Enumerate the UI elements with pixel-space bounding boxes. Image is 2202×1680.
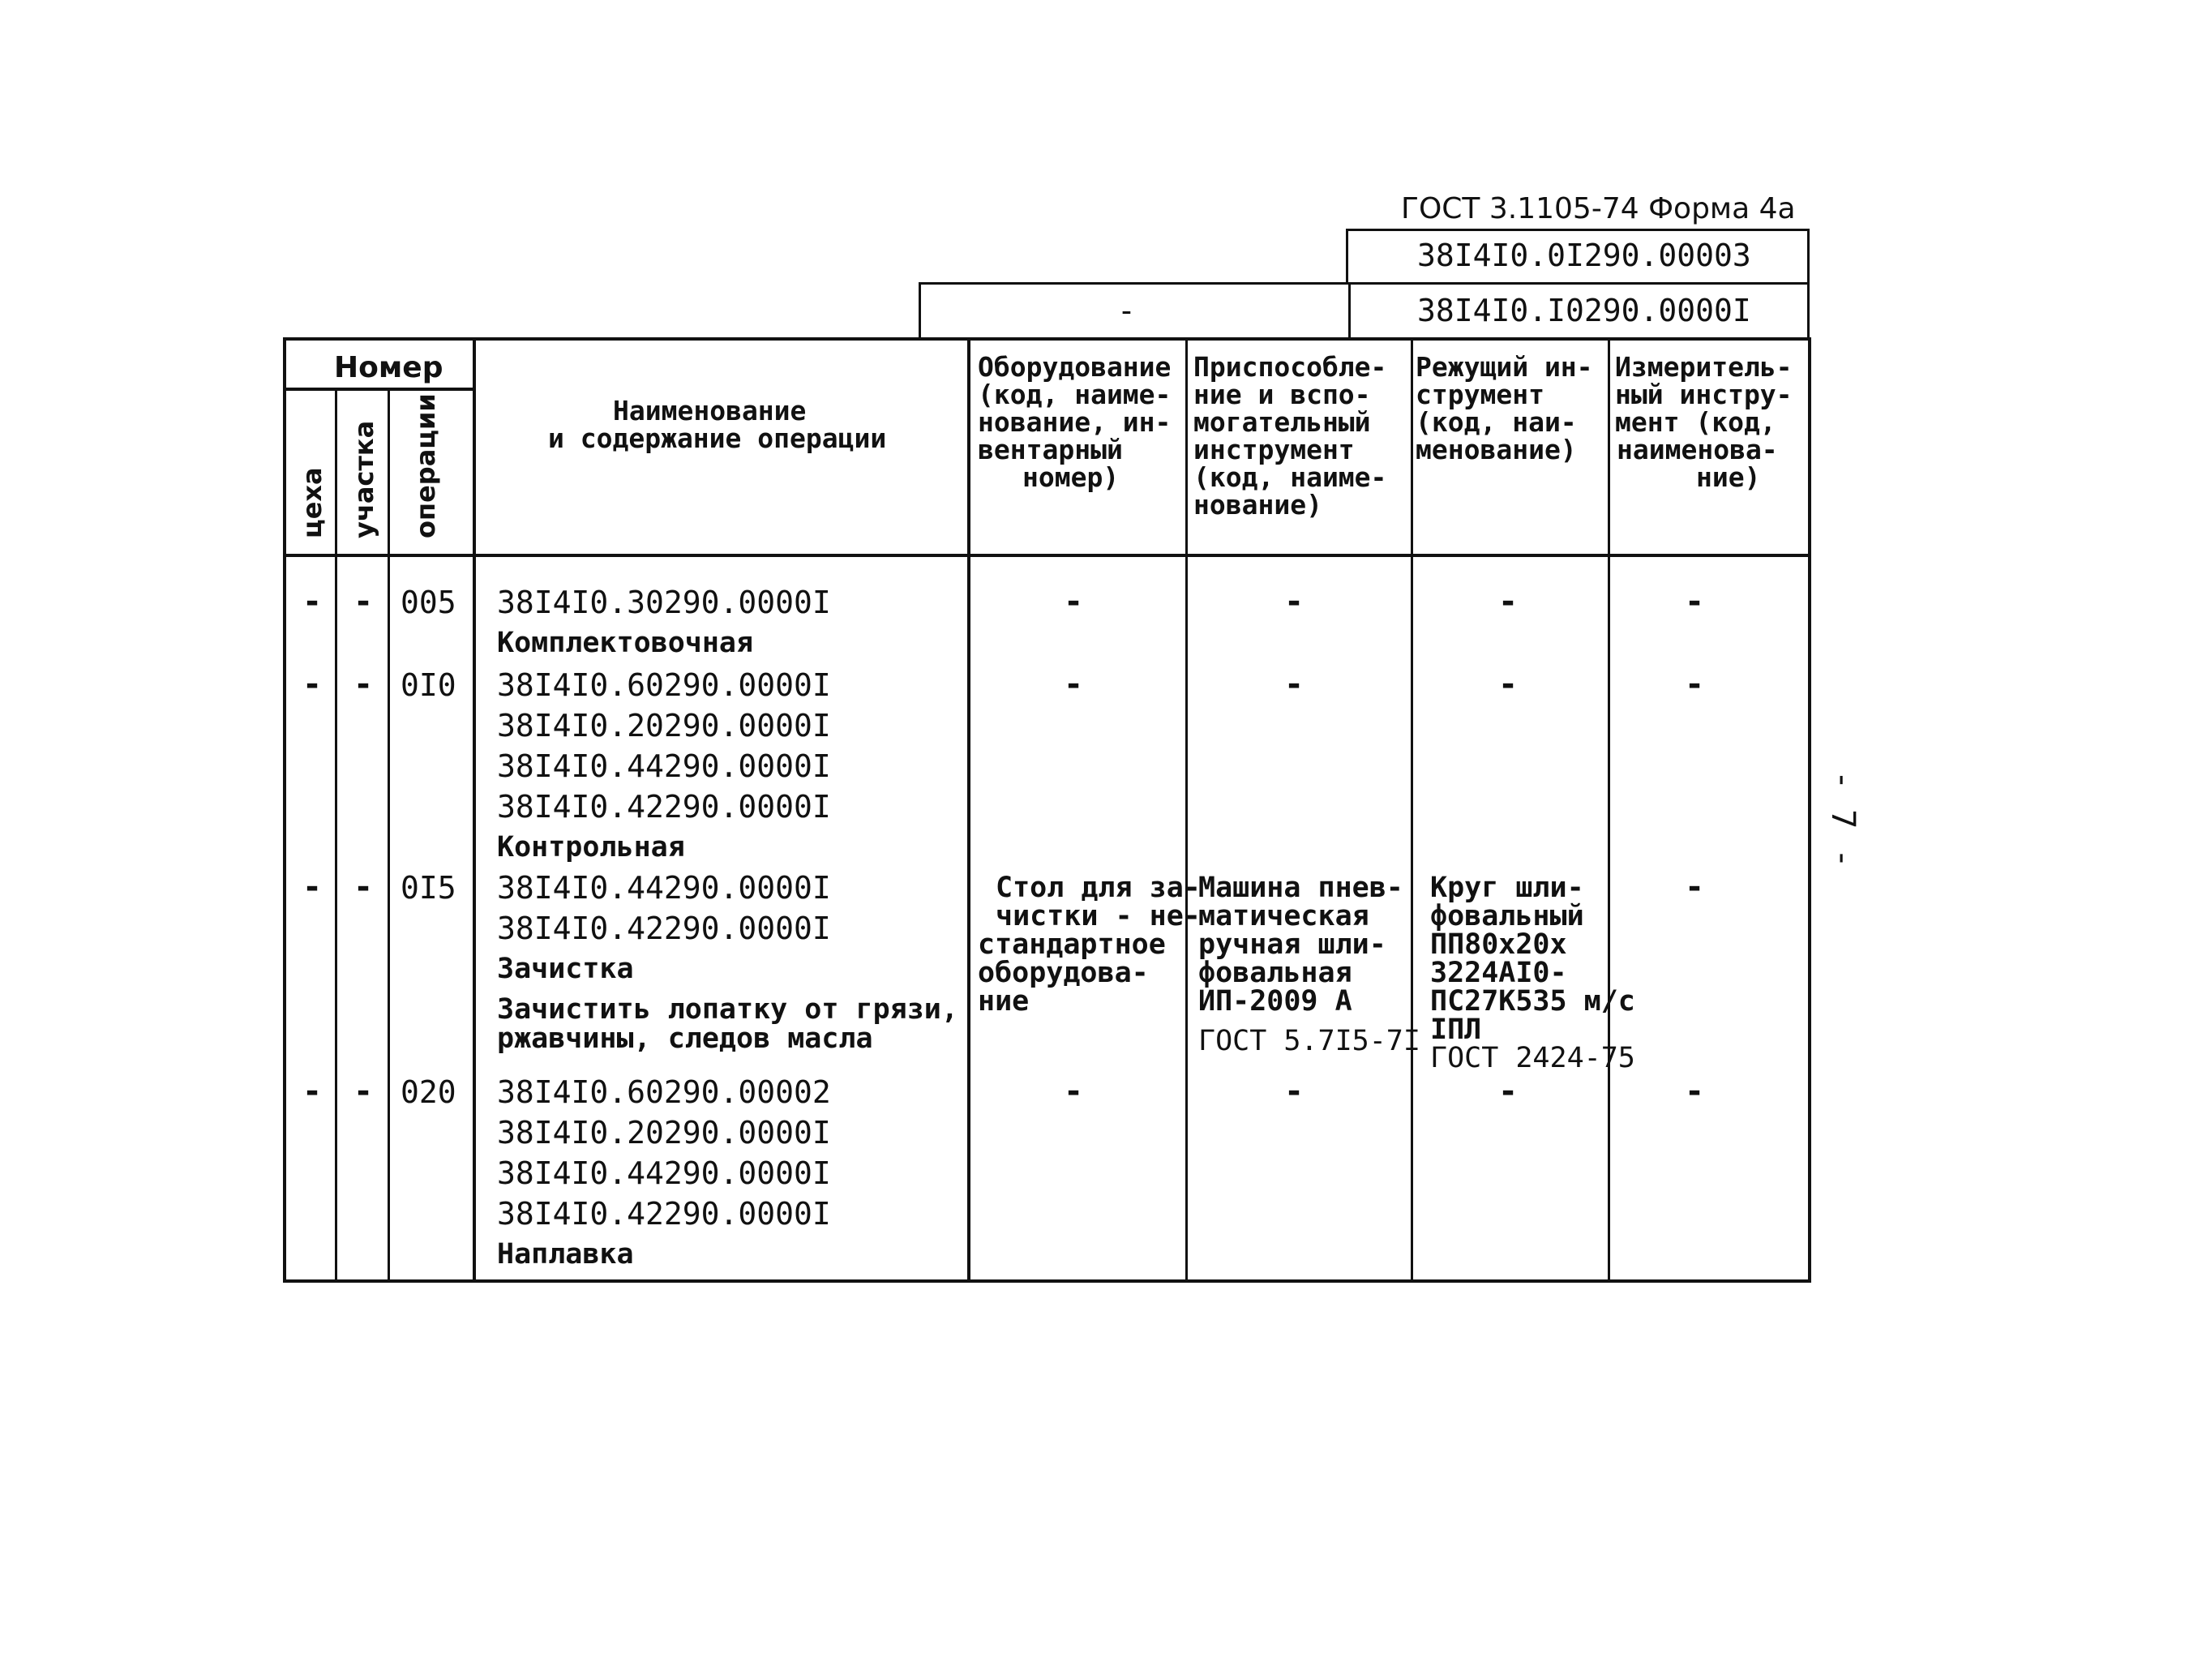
form-label: ГОСТ 3.1105-74 Форма 4а [1401,192,1796,225]
row-010-line: 38I4I0.60290.0000I [497,667,831,703]
header-measuring-line: мент (код, [1615,406,1776,438]
row-020-tsekh: - [302,1073,323,1110]
header-cutting [1416,351,1593,465]
row-005-op: 005 [401,585,456,620]
row-015-fixture-line: матическая [1198,900,1369,932]
row-015-cutting-line: IПЛ [1430,1014,1482,1046]
row-015-line: Зачистка [497,953,634,985]
header-measuring-line: ние) [1696,461,1761,493]
row-015-uch: - [353,868,374,906]
row-015-cutting-line: ГОСТ 2424-75 [1430,1042,1635,1074]
row-020-fixture: - [1284,1073,1304,1110]
row-010-line: 38I4I0.20290.0000I [497,708,831,744]
row-015-line: ржавчины, следов масла [497,1022,873,1055]
header-cutting-line: менование) [1416,434,1577,465]
header-equipment-line: номер) [1022,461,1120,493]
row-005-measuring: - [1685,583,1705,620]
row-015-equip-line: чистки - не- [996,900,1201,932]
row-020-op: 020 [401,1074,456,1110]
header-name-line2: и содержание операции [548,422,887,454]
header-cutting-line: Режущий ин- [1416,351,1593,383]
row-015-equip [978,872,1201,1018]
row-010-equip: - [1064,666,1084,703]
row-015-fixture-line: фовальная [1198,957,1352,989]
header-fixture-line: Приспособле- [1193,351,1387,383]
header-nomer: Номер [334,351,443,384]
doc-code-left: - [1117,293,1136,328]
row-005-fixture: - [1284,583,1304,620]
header-uchastka: участка [349,420,379,538]
row-015-equip-line: стандартное [978,928,1166,961]
row-015-cutting-line: ПП80х20х [1430,928,1567,961]
header-fixture-line: ние и вспо- [1193,379,1371,410]
row-015-cutting-line: ПС27К535 м/с [1430,985,1635,1018]
header-measuring [1615,351,1793,493]
doc-code-2: 38I4I0.I0290.0000I [1417,293,1751,328]
row-015-cutting-line: Круг шли- [1430,872,1584,904]
header-fixture-line: нование) [1193,489,1322,521]
row-015-line: 38I4I0.44290.0000I [497,870,831,906]
header-measuring-line: ный инстру- [1615,379,1793,410]
row-010-op: 0I0 [401,667,456,703]
row-015-cutting-line: фовальный [1430,900,1584,932]
header-operatsii: операции [410,393,441,538]
row-020-equip: - [1064,1073,1084,1110]
header-cutting-line: струмент [1416,379,1544,410]
row-015-tsekh: - [302,868,323,906]
page-number: - 7 - [1824,770,1861,868]
header-equipment-line: нование, ин- [978,406,1172,438]
row-020-measuring: - [1685,1073,1705,1110]
row-010-fixture: - [1284,666,1304,703]
header-fixture-line: инструмент [1193,434,1355,465]
row-005-line: Комплектовочная [497,627,754,659]
row-015-fixture-line: Машина пнев- [1198,872,1403,904]
row-015-fixture-line: ИП-2009 А [1198,985,1352,1018]
header-name-line1: Наименование [613,395,807,426]
row-015-fixture [1198,872,1420,1057]
row-010-cutting: - [1498,666,1519,703]
row-005-uch: - [353,583,374,620]
header-fixture-line: (код, наиме- [1193,461,1387,493]
header-equipment-line: (код, наиме- [978,379,1172,410]
doc-code-top: 38I4I0.0I290.00003 [1417,238,1751,273]
row-010-line: 38I4I0.44290.0000I [497,748,831,784]
row-005-tsekh: - [302,583,323,620]
header-cutting-line: (код, наи- [1416,406,1577,438]
row-005-line: 38I4I0.30290.0000I [497,585,831,620]
row-015-equip-line: Стол для за- [996,872,1201,904]
row-020-line: 38I4I0.60290.00002 [497,1074,831,1110]
row-015-line: Зачистить лопатку от грязи, [497,993,958,1026]
row-005-cutting: - [1498,583,1519,620]
row-015-cutting [1430,874,1635,1073]
row-020-line: 38I4I0.42290.0000I [497,1196,831,1232]
row-010-uch: - [353,666,374,703]
row-010-line: 38I4I0.42290.0000I [497,789,831,825]
row-020-line: 38I4I0.20290.0000I [497,1115,831,1151]
header-measuring-line: Измеритель- [1615,351,1793,383]
row-010-line: Контрольная [497,831,685,864]
row-015-line: 38I4I0.42290.0000I [497,911,831,946]
header-tsekha: цеха [297,467,328,538]
header-equipment-line: вентарный [978,434,1123,465]
row-020-line: Наплавка [497,1238,634,1271]
row-005-equip: - [1064,583,1084,620]
row-020-cutting: - [1498,1073,1519,1110]
row-015-fixture-line: ГОСТ 5.7I5-7I [1198,1025,1420,1057]
row-015-op: 0I5 [401,870,456,906]
row-015-measuring: - [1685,868,1705,906]
header-equipment [978,351,1172,493]
header-measuring-line: наименова- [1617,434,1778,465]
row-015-equip-line: оборудова- [978,957,1149,989]
row-010-tsekh: - [302,666,323,703]
row-015-fixture-line: ручная шли- [1198,928,1386,961]
header-equipment-line: Оборудование [978,351,1172,383]
row-010-measuring: - [1685,666,1705,703]
row-015-cutting-line: 3224АI0- [1430,957,1567,989]
row-015-equip-line: ние [978,985,1030,1018]
header-fixture [1193,351,1387,521]
row-020-line: 38I4I0.44290.0000I [497,1155,831,1191]
row-020-uch: - [353,1073,374,1110]
header-fixture-line: могательный [1193,406,1371,438]
